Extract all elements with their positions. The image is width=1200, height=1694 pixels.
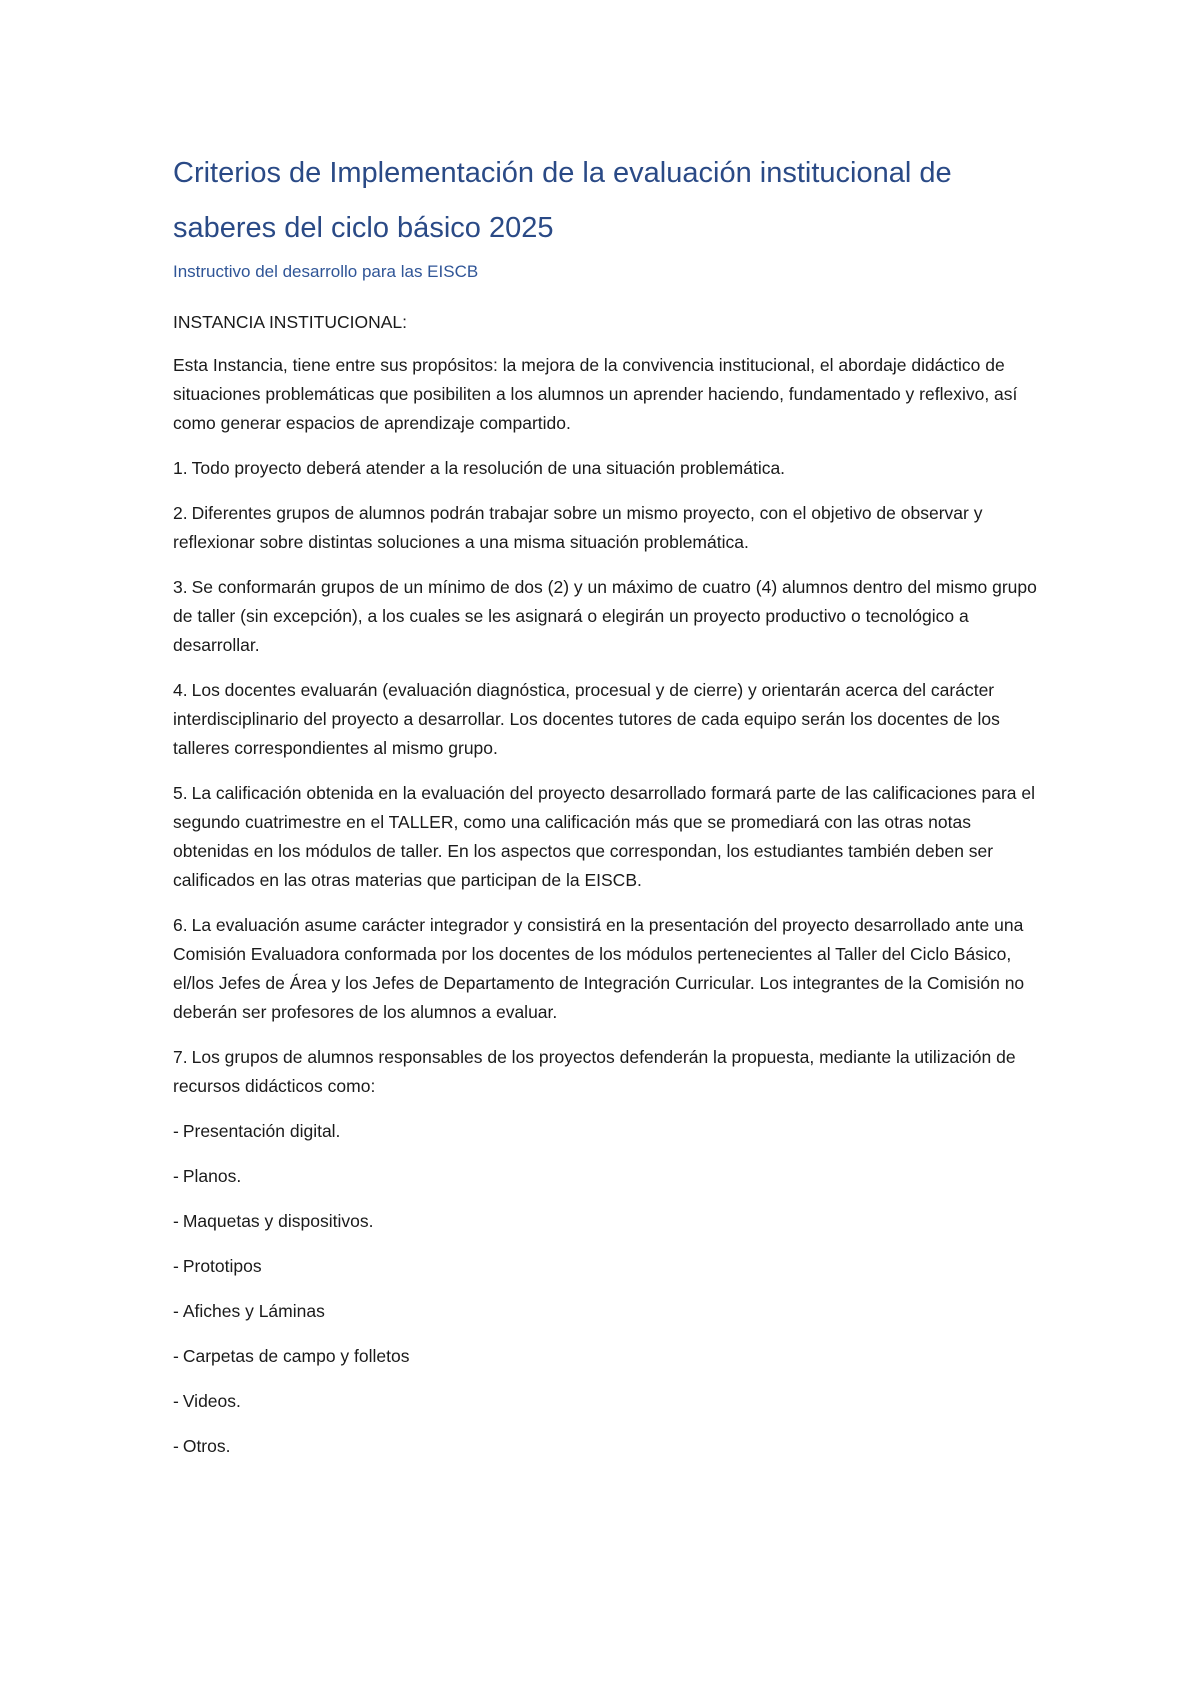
list-item: [173, 499, 1043, 557]
resource-item: [173, 1387, 1043, 1416]
list-item: [173, 779, 1043, 895]
resource-item: [173, 1117, 1043, 1146]
item-number: 3.: [173, 577, 188, 597]
item-text: Diferentes grupos de alumnos podrán trabajar sobre un mismo proyecto, con el objetivo de observar y reflexionar sobre distintas soluciones a una misma situación problemática.: [173, 503, 983, 552]
dash-marker: -: [173, 1436, 179, 1456]
resource-item: [173, 1432, 1043, 1461]
dash-marker: -: [173, 1256, 179, 1276]
item-number: 7.: [173, 1047, 188, 1067]
document-title: Criterios de Implementación de la evaluación institucional de saberes del ciclo básico 2025: [173, 157, 952, 244]
resource-item: [173, 1207, 1043, 1236]
resource-text: Afiches y Láminas: [182, 1301, 325, 1321]
resource-item: [173, 1252, 1043, 1281]
resources-list: [173, 1117, 1043, 1461]
resource-item: [173, 1162, 1043, 1191]
dash-marker: -: [173, 1301, 179, 1321]
resource-text: Carpetas de campo y folletos: [182, 1346, 410, 1366]
item-text: La evaluación asume carácter integrador y consistirá en la presentación del proyecto desarrollado ante una Comisión Evaluadora conformada por los docentes de los módulos pertenecientes al Taller del Ciclo Básico, el/los Jefes de Área y los Jefes de Departamento de Integración Curricular. Los integrantes de la Comisión no deberán ser profesores de los alumnos a evaluar.: [173, 915, 1025, 1022]
dash-marker: -: [173, 1166, 179, 1186]
list-item: [173, 676, 1043, 763]
document-body: [173, 308, 1043, 1477]
item-number: 6.: [173, 915, 188, 935]
resource-item: [173, 1342, 1043, 1371]
list-item: [173, 1043, 1043, 1101]
item-text: La calificación obtenida en la evaluación del proyecto desarrollado formará parte de las calificaciones para el segundo cuatrimestre en el TALLER, como una calificación más que se promediará con las otras notas obtenidas en los módulos de taller. En los aspectos que correspondan, los estudiantes también deben ser calificados en las otras materias que participan de la EISCB.: [173, 783, 1036, 890]
list-item: [173, 454, 1043, 483]
list-item: [173, 911, 1043, 1027]
resource-text: Prototipos: [182, 1256, 262, 1276]
dash-marker: -: [173, 1121, 179, 1141]
item-text: Los grupos de alumnos responsables de los proyectos defenderán la propuesta, mediante la utilización de recursos didácticos como:: [173, 1047, 1016, 1096]
item-text: Todo proyecto deberá atender a la resolución de una situación problemática.: [191, 458, 786, 478]
resource-text: Maquetas y dispositivos.: [182, 1211, 374, 1231]
item-number: 4.: [173, 680, 188, 700]
list-item: [173, 573, 1043, 660]
item-number: 1.: [173, 458, 188, 478]
dash-marker: -: [173, 1211, 179, 1231]
resource-item: [173, 1297, 1043, 1326]
resource-text: Videos.: [182, 1391, 241, 1411]
intro-paragraph: Esta Instancia, tiene entre sus propósitos: la mejora de la convivencia institucional, el abordaje didáctico de situaciones problemáticas que posibiliten a los alumnos un aprender haciendo, fundamentado y reflexivo, así como generar espacios de aprendizaje compartido.: [173, 355, 1018, 433]
item-text: Los docentes evaluarán (evaluación diagnóstica, procesual y de cierre) y orientarán acerca del carácter interdisciplinario del proyecto a desarrollar. Los docentes tutores de cada equipo serán los docentes de los talleres correspondientes al mismo grupo.: [173, 680, 1000, 758]
item-number: 2.: [173, 503, 188, 523]
resource-text: Otros.: [182, 1436, 231, 1456]
dash-marker: -: [173, 1391, 179, 1411]
section-heading: INSTANCIA INSTITUCIONAL:: [173, 312, 408, 332]
item-number: 5.: [173, 783, 188, 803]
resource-text: Presentación digital.: [182, 1121, 341, 1141]
dash-marker: -: [173, 1346, 179, 1366]
document-subtitle: Instructivo del desarrollo para las EISCB: [173, 262, 479, 281]
resource-text: Planos.: [182, 1166, 242, 1186]
item-text: Se conformarán grupos de un mínimo de dos (2) y un máximo de cuatro (4) alumnos dentro del mismo grupo de taller (sin excepción), a los cuales se les asignará o elegirán un proyecto productivo o tecnológico a desarrollar.: [173, 577, 1037, 655]
